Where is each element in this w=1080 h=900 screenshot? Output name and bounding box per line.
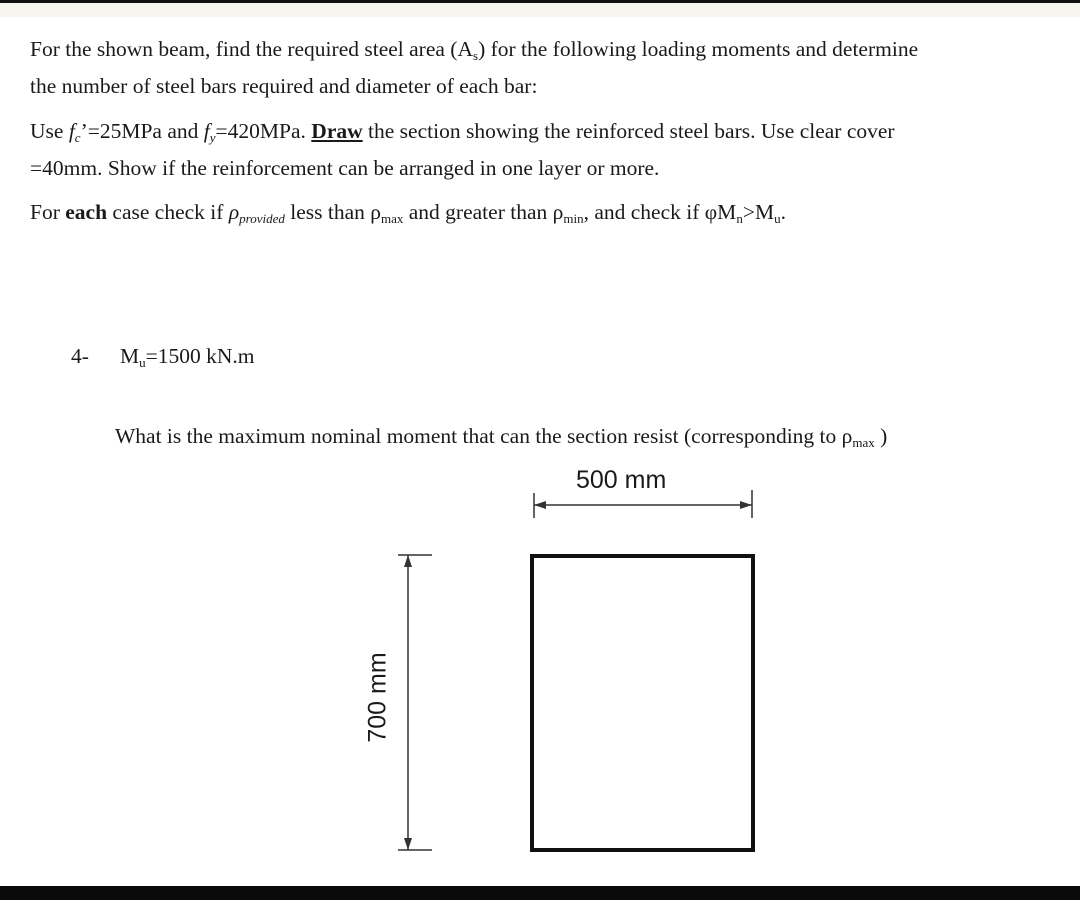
intro-line-2: the number of steel bars required and diameter of each bar: [30, 74, 538, 98]
item-number: 4- [71, 344, 89, 368]
fc-subscript: c [74, 130, 81, 145]
as-subscript: s [473, 48, 479, 63]
fy-symbol: f [203, 119, 210, 143]
check-for: For [30, 200, 66, 224]
width-arrow-left [534, 501, 546, 509]
height-arrow-top [404, 555, 412, 567]
beam-section-rectangle [532, 556, 753, 850]
params-use: Use [30, 119, 69, 143]
question-subscript: max [852, 435, 875, 450]
mu-subscript: u [774, 211, 781, 226]
height-label: 700 mm [363, 652, 392, 743]
fy-value: =420MPa. [215, 119, 312, 143]
check-phi-mn: , and check if φM [583, 200, 737, 224]
check-end: . [780, 200, 786, 224]
fc-symbol: f [68, 119, 75, 143]
rho-provided-symbol: ρ [228, 200, 240, 224]
params-line-1-end: the section showing the reinforced steel bars. Use clear cover [362, 119, 895, 143]
rho-min-subscript: min [563, 211, 584, 226]
moment-symbol: M [120, 344, 140, 368]
intro-text-end: ) for the following loading moments and determine [478, 37, 919, 61]
fy-subscript: y [209, 130, 216, 145]
width-arrow-right [740, 501, 752, 509]
check-gt-mu: >M [742, 200, 775, 224]
moment-value: =1500 kN.m [145, 344, 255, 368]
moment-subscript: u [139, 355, 146, 370]
fc-value: ’=25MPa and [80, 119, 204, 143]
check-less-than: less than ρ [284, 200, 381, 224]
width-label: 500 mm [576, 466, 667, 494]
question-text: What is the maximum nominal moment that can the section resist (corresponding to ρ [115, 424, 853, 448]
rho-max-subscript: max [381, 211, 404, 226]
mn-subscript: n [736, 211, 743, 226]
intro-text: For the shown beam, find the required steel area (A [30, 37, 473, 61]
bottom-border [0, 886, 1080, 900]
question-end: ) [874, 424, 888, 448]
check-case: case check if [107, 200, 229, 224]
rho-provided-subscript: provided [239, 211, 285, 226]
draw-keyword: Draw [311, 119, 363, 143]
check-greater: and greater than ρ [403, 200, 564, 224]
params-line-2: =40mm. Show if the reinforcement can be arranged in one layer or more. [30, 156, 660, 180]
check-each: each [65, 200, 108, 224]
height-arrow-bottom [404, 838, 412, 850]
